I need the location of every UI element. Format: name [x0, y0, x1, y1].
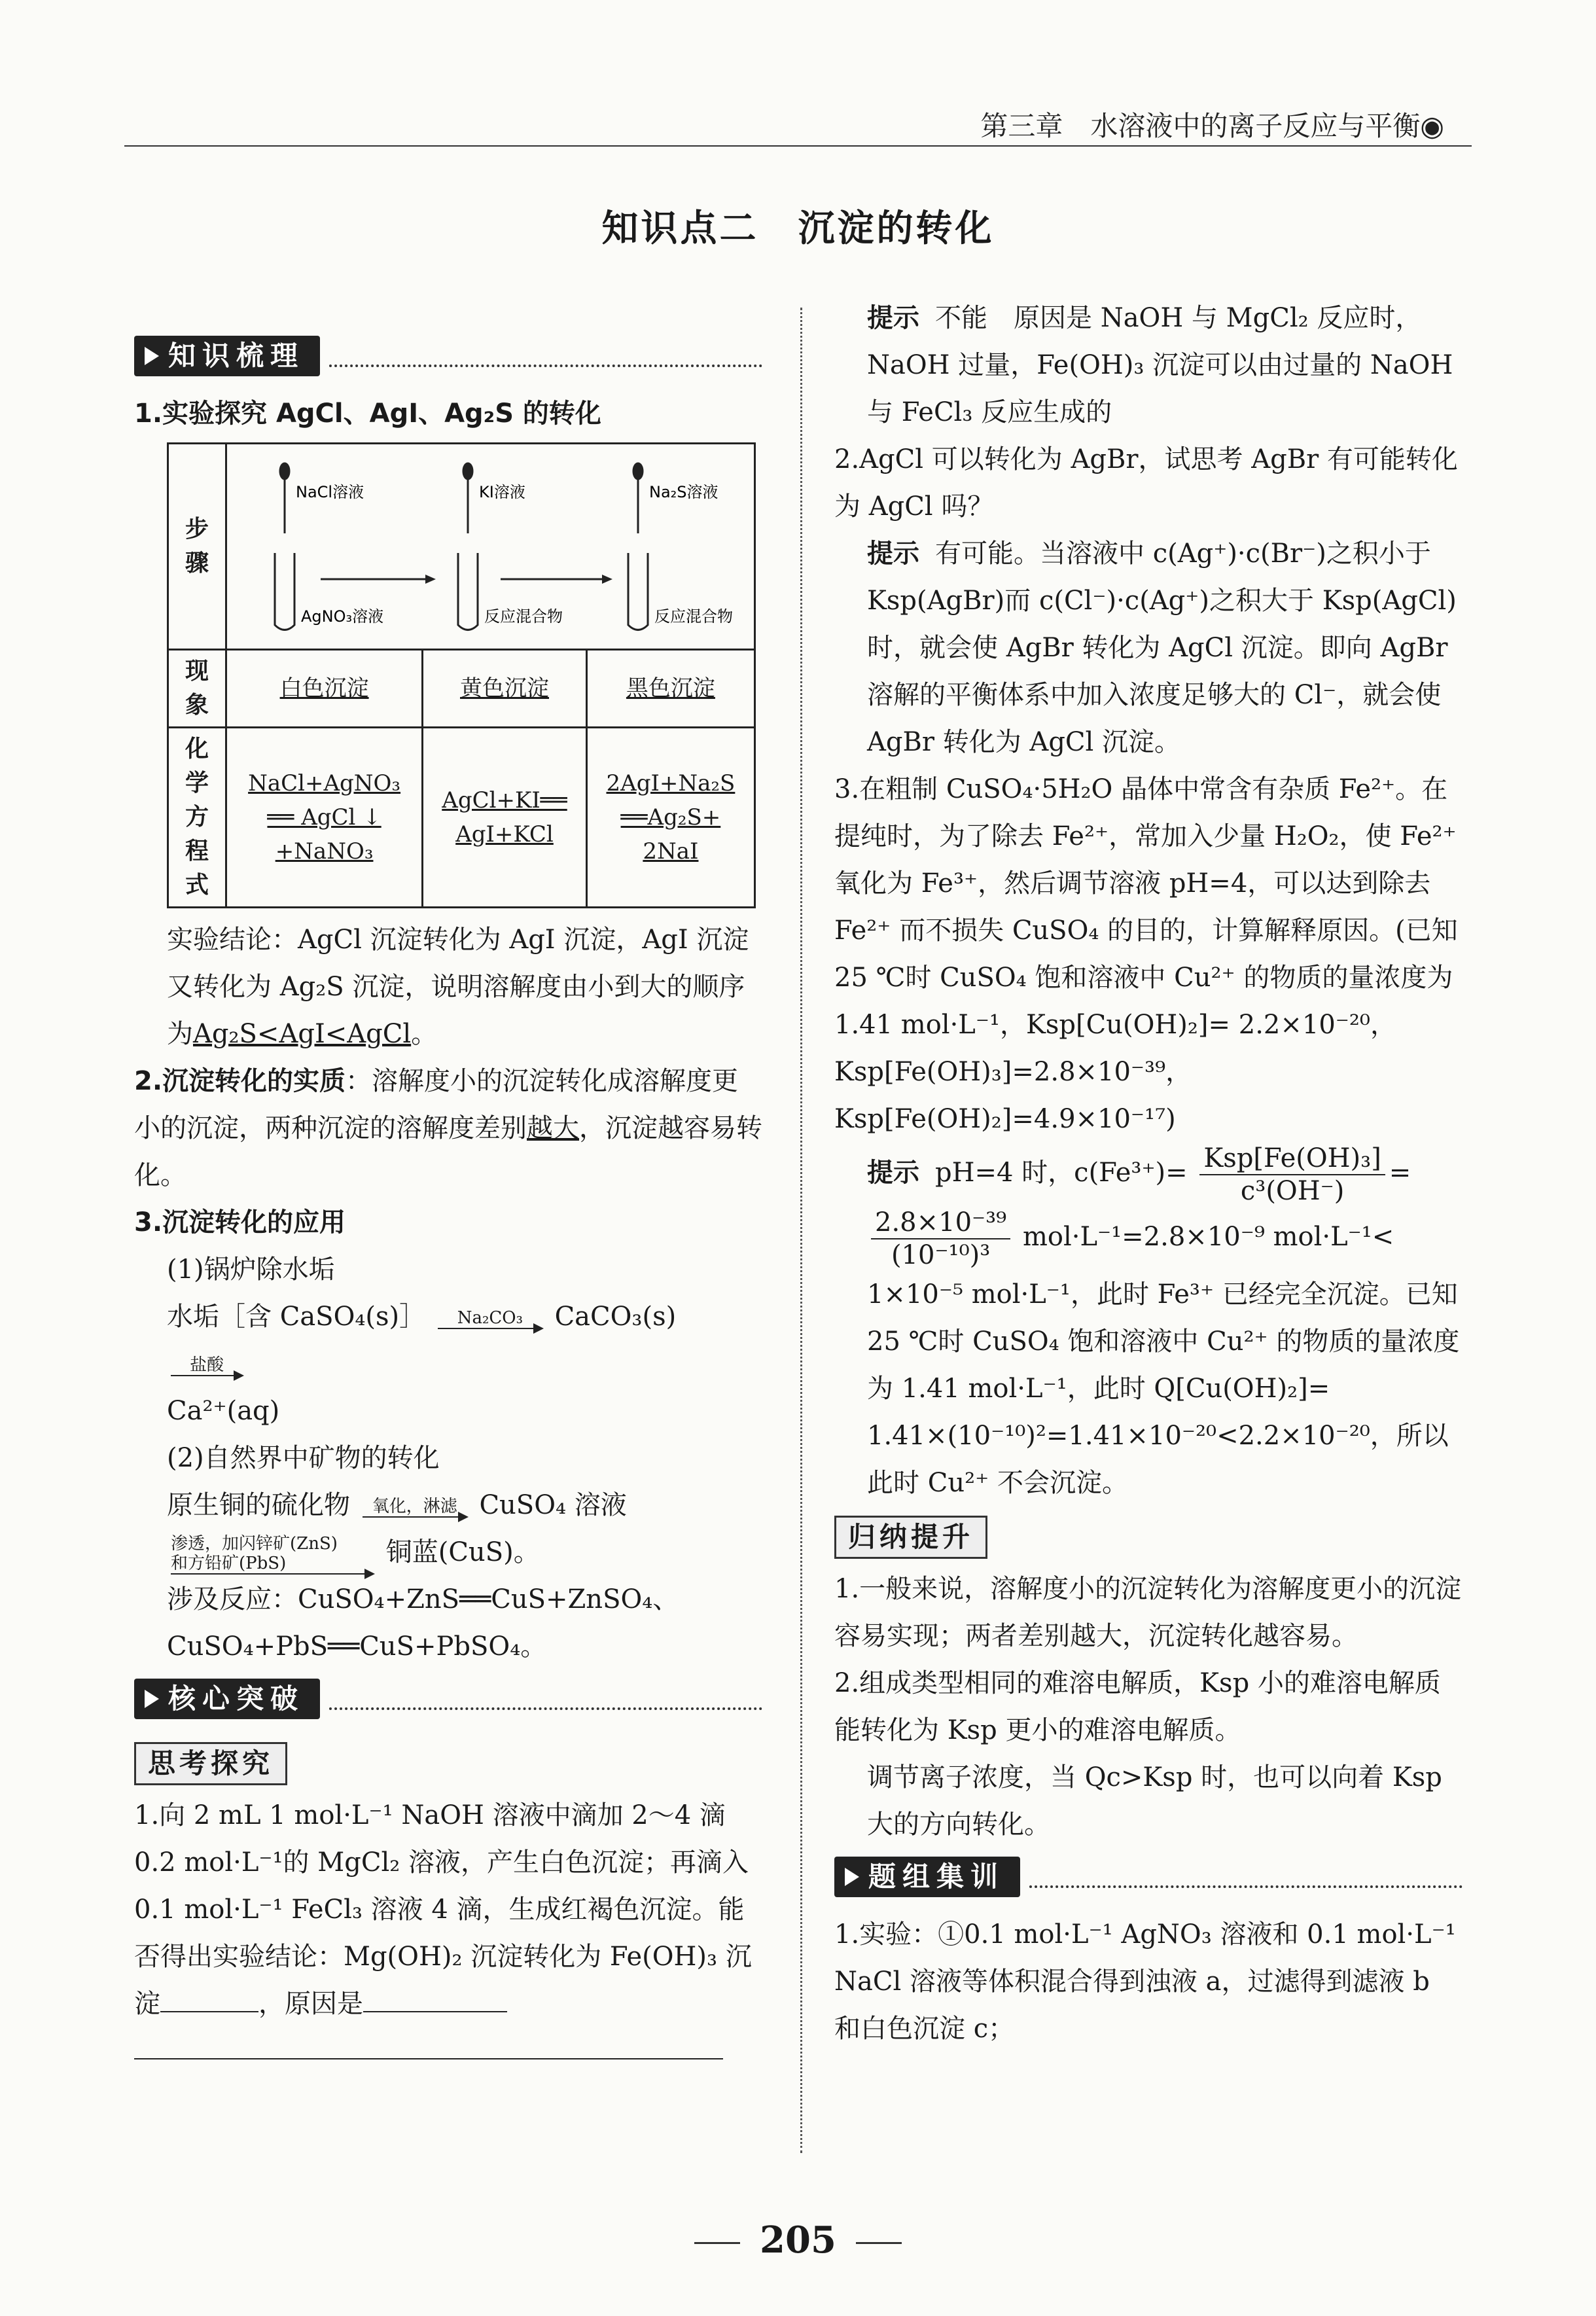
tube-label-2: 反应混合物 [484, 607, 563, 626]
arrow-hcl: 盐酸 [171, 1355, 243, 1376]
phenomena-label: 现象 [168, 650, 226, 728]
answer-larger: 越大 [527, 1113, 579, 1143]
reagent-label-2: KI溶液 [478, 483, 525, 501]
experiment-conclusion: 实验结论：AgCl 沉淀转化为 AgI 沉淀，AgI 沉淀又转化为 Ag₂S 沉淀，说明溶解度由小到大的顺序为Ag₂S<AgI<AgCl。 [167, 925, 749, 1049]
arrow-icon [145, 347, 159, 365]
application-2: (2)自然界中矿物的转化 [167, 1443, 440, 1473]
ore-conversion: 原生铜的硫化物 氧化，淋滤 CuSO₄ 溶液 [167, 1490, 627, 1520]
running-header: 第三章 水溶液中的离子反应与平衡◉ [980, 110, 1444, 142]
fraction-ksp: $\frac{\text{Ksp[Fe(OH)₃]}}{\text{c³(OH⁻)}}$ [1199, 1143, 1385, 1207]
arrow-infiltration: 渗透，加闪锌矿(ZnS) 和方铅矿(PbS) [171, 1534, 374, 1575]
arrow-na2co3: Na₂CO₃ [438, 1308, 542, 1329]
section-header-exercises [834, 1855, 1463, 1899]
test-tube-3 [628, 553, 648, 630]
tube-label-3: 反应混合物 [654, 607, 733, 626]
question-1: 1.向 2 mL 1 mol·L⁻¹ NaOH 溶液中滴加 2～4 滴 0.2 mol·L⁻¹的 MgCl₂ 溶液，产生白色沉淀；再滴入 0.1 mol·L⁻¹ FeCl₃ 溶液 4 滴，生成红褐色沉淀。能否得出实验结论：Mg(OH)₂ 沉淀转化为 Fe(OH)₃ 沉淀 ，原因是 [134, 1792, 762, 2075]
exercise-1: 1.实验：①0.1 mol·L⁻¹ AgNO₃ 溶液和 0.1 mol·L⁻¹ NaCl 溶液等体积混合得到浊液 a，过滤得到滤液 b 和白色沉淀 c； [834, 1919, 1456, 2044]
equation-label: 化学方程式 [168, 728, 226, 908]
header-rule [124, 145, 1472, 147]
page-number: 205 [0, 2218, 1596, 2262]
item-2: 2.沉淀转化的实质：溶解度小的沉淀转化成溶解度更小的沉淀，两种沉淀的溶解度差别越大，沉淀越容易转化。 [134, 1066, 762, 1190]
summary-1: 1.一般来说，溶解度小的沉淀转化为溶解度更小的沉淀容易实现；两者差别越大，沉淀转化越容易。 [834, 1574, 1462, 1651]
reaction-1: 涉及反应：CuSO₄+ZnS══CuS+ZnSO₄、 [167, 1584, 679, 1614]
section-header-knowledge [134, 334, 762, 378]
answer-blank-3[interactable] [134, 2036, 723, 2059]
experiment-table [167, 442, 756, 908]
summary-2: 2.组成类型相同的难溶电解质，Ksp 小的难溶电解质能转化为 Ksp 更小的难溶电解质。 [834, 1668, 1441, 1745]
answer-3-rest: 1×10⁻⁵ mol·L⁻¹，此时 Fe³⁺ 已经完全沉淀。已知 25 ℃时 CuSO₄ 饱和溶液中 Cu²⁺ 的物质的量浓度为 1.41 mol·L⁻¹，此时 Q[Cu(OH)₂]= 1.41×(10⁻¹⁰)²=1.41×10⁻²⁰<2.2×10⁻²⁰，所以此时 Cu²⁺ 不会沉淀。 [867, 1279, 1460, 1498]
section-title: 核心突破 [168, 1683, 305, 1715]
equation-2: AgCl+KI══ AgI+KCl [423, 728, 587, 908]
subsection-summary: 归纳提升 [834, 1516, 987, 1559]
reagent-label-1: NaCl溶液 [295, 483, 364, 501]
question-2: 2.AgCl 可以转化为 AgBr，试思考 AgBr 有可能转化为 AgCl 吗？ [834, 444, 1458, 522]
arrow-icon [145, 1690, 159, 1708]
column-divider [800, 308, 802, 2153]
answer-3: 提示 pH=4 时，c(Fe³⁺)= $\frac{\text{Ksp[Fe(OH)₃]}}{\text{c³(OH⁻)}}$ = [867, 1143, 1411, 1206]
subsection-think-explore: 思考探究 [134, 1742, 287, 1785]
item-1-title: 1.实验探究 AgCl、AgI、Ag₂S 的转化 [134, 399, 601, 429]
question-3: 3.在粗制 CuSO₄·5H₂O 晶体中常含有杂质 Fe²⁺。在提纯时，为了除去 Fe²⁺，常加入少量 H₂O₂，使 Fe²⁺ 氧化为 Fe³⁺，然后调节溶液 pH=4，可以达到除去 Fe²⁺ 而不损失 CuSO₄ 的目的，计算解释原因。(已知 25 ℃时 CuSO₄ 饱和溶液中 Cu²⁺ 的物质的量浓度为 1.41 mol·L⁻¹，Ksp[Cu(OH)₂]= 2.2×10⁻²⁰，Ksp[Fe(OH)₃]=2.8×10⁻³⁹，Ksp[Fe(OH)₂]=4.9×10⁻¹⁷) [834, 774, 1458, 1134]
answer-1: 提示 不能 原因是 NaOH 与 MgCl₂ 反应时，NaOH 过量，Fe(OH)₃ 沉淀可以由过量的 NaOH 与 FeCl₃ 反应生成的 [867, 303, 1453, 427]
answer-blank-1[interactable] [160, 1989, 258, 2012]
section-header-core [134, 1677, 762, 1721]
steps-diagram [226, 444, 755, 650]
fraction-value: $\frac{\text{2.8×10⁻³⁹}}{\text{(10⁻¹⁰)³}}$ [871, 1207, 1010, 1271]
page-title: 知识点二 沉淀的转化 [601, 207, 995, 250]
equation-3: 2AgI+Na₂S ══Ag₂S+ 2NaI [586, 728, 754, 908]
test-tube-1 [275, 553, 294, 630]
answer-2: 提示 有可能。当溶液中 c(Ag⁺)·c(Br⁻)之积小于 Ksp(AgBr)而 c(Cl⁻)·c(Ag⁺)之积大于 Ksp(AgCl)时，就会使 AgBr 转化为 AgCl 沉淀。即向 AgBr 溶解的平衡体系中加入浓度足够大的 Cl⁻，就会使 AgBr 转化为 AgCl 沉淀。 [867, 539, 1457, 757]
left-column [134, 327, 762, 2075]
steps-label: 步骤 [168, 444, 226, 650]
answer-3-calc: $\frac{\text{2.8×10⁻³⁹}}{\text{(10⁻¹⁰)³}}$ mol·L⁻¹=2.8×10⁻⁹ mol·L⁻¹< [834, 1207, 1463, 1271]
phenomenon-1: 白色沉淀 [279, 675, 369, 702]
equation-1: NaCl+AgNO₃ ══ AgCl ↓ +NaNO₃ [226, 728, 423, 908]
item-3-title: 3.沉淀转化的应用 [134, 1207, 346, 1238]
test-tube-2 [458, 553, 478, 630]
application-1: (1)锅炉除水垢 [167, 1255, 335, 1285]
section-title: 知识梳理 [168, 340, 305, 372]
ore-conversion-2: 渗透，加闪锌矿(ZnS) 和方铅矿(PbS) 铜蓝(CuS)。 [171, 1534, 540, 1573]
answer-blank-2[interactable] [363, 1989, 507, 2012]
phenomenon-2: 黄色沉淀 [460, 675, 549, 702]
test-tube-diagram [236, 448, 746, 638]
reaction-2: CuSO₄+PbS══CuS+PbSO₄。 [167, 1631, 547, 1662]
reagent-label-3: Na₂S溶液 [648, 483, 718, 501]
scale-removal-equation: 水垢［含 CaSO₄(s)］ Na₂CO₃ CaCO₃(s) 盐酸 Ca²⁺(aq) [167, 1302, 677, 1426]
right-column [834, 294, 1463, 2052]
answer-solubility-order: Ag₂S<AgI<AgCl [193, 1019, 412, 1049]
arrow-icon [845, 1868, 859, 1886]
section-title: 题组集训 [868, 1861, 1005, 1893]
tube-label-1: AgNO₃溶液 [300, 607, 383, 626]
phenomenon-3: 黑色沉淀 [626, 675, 715, 702]
summary-3: 调节离子浓度，当 Qc>Ksp 时，也可以向着 Ksp 大的方向转化。 [867, 1762, 1442, 1840]
arrow-oxidation: 氧化，淋滤 [363, 1497, 467, 1518]
